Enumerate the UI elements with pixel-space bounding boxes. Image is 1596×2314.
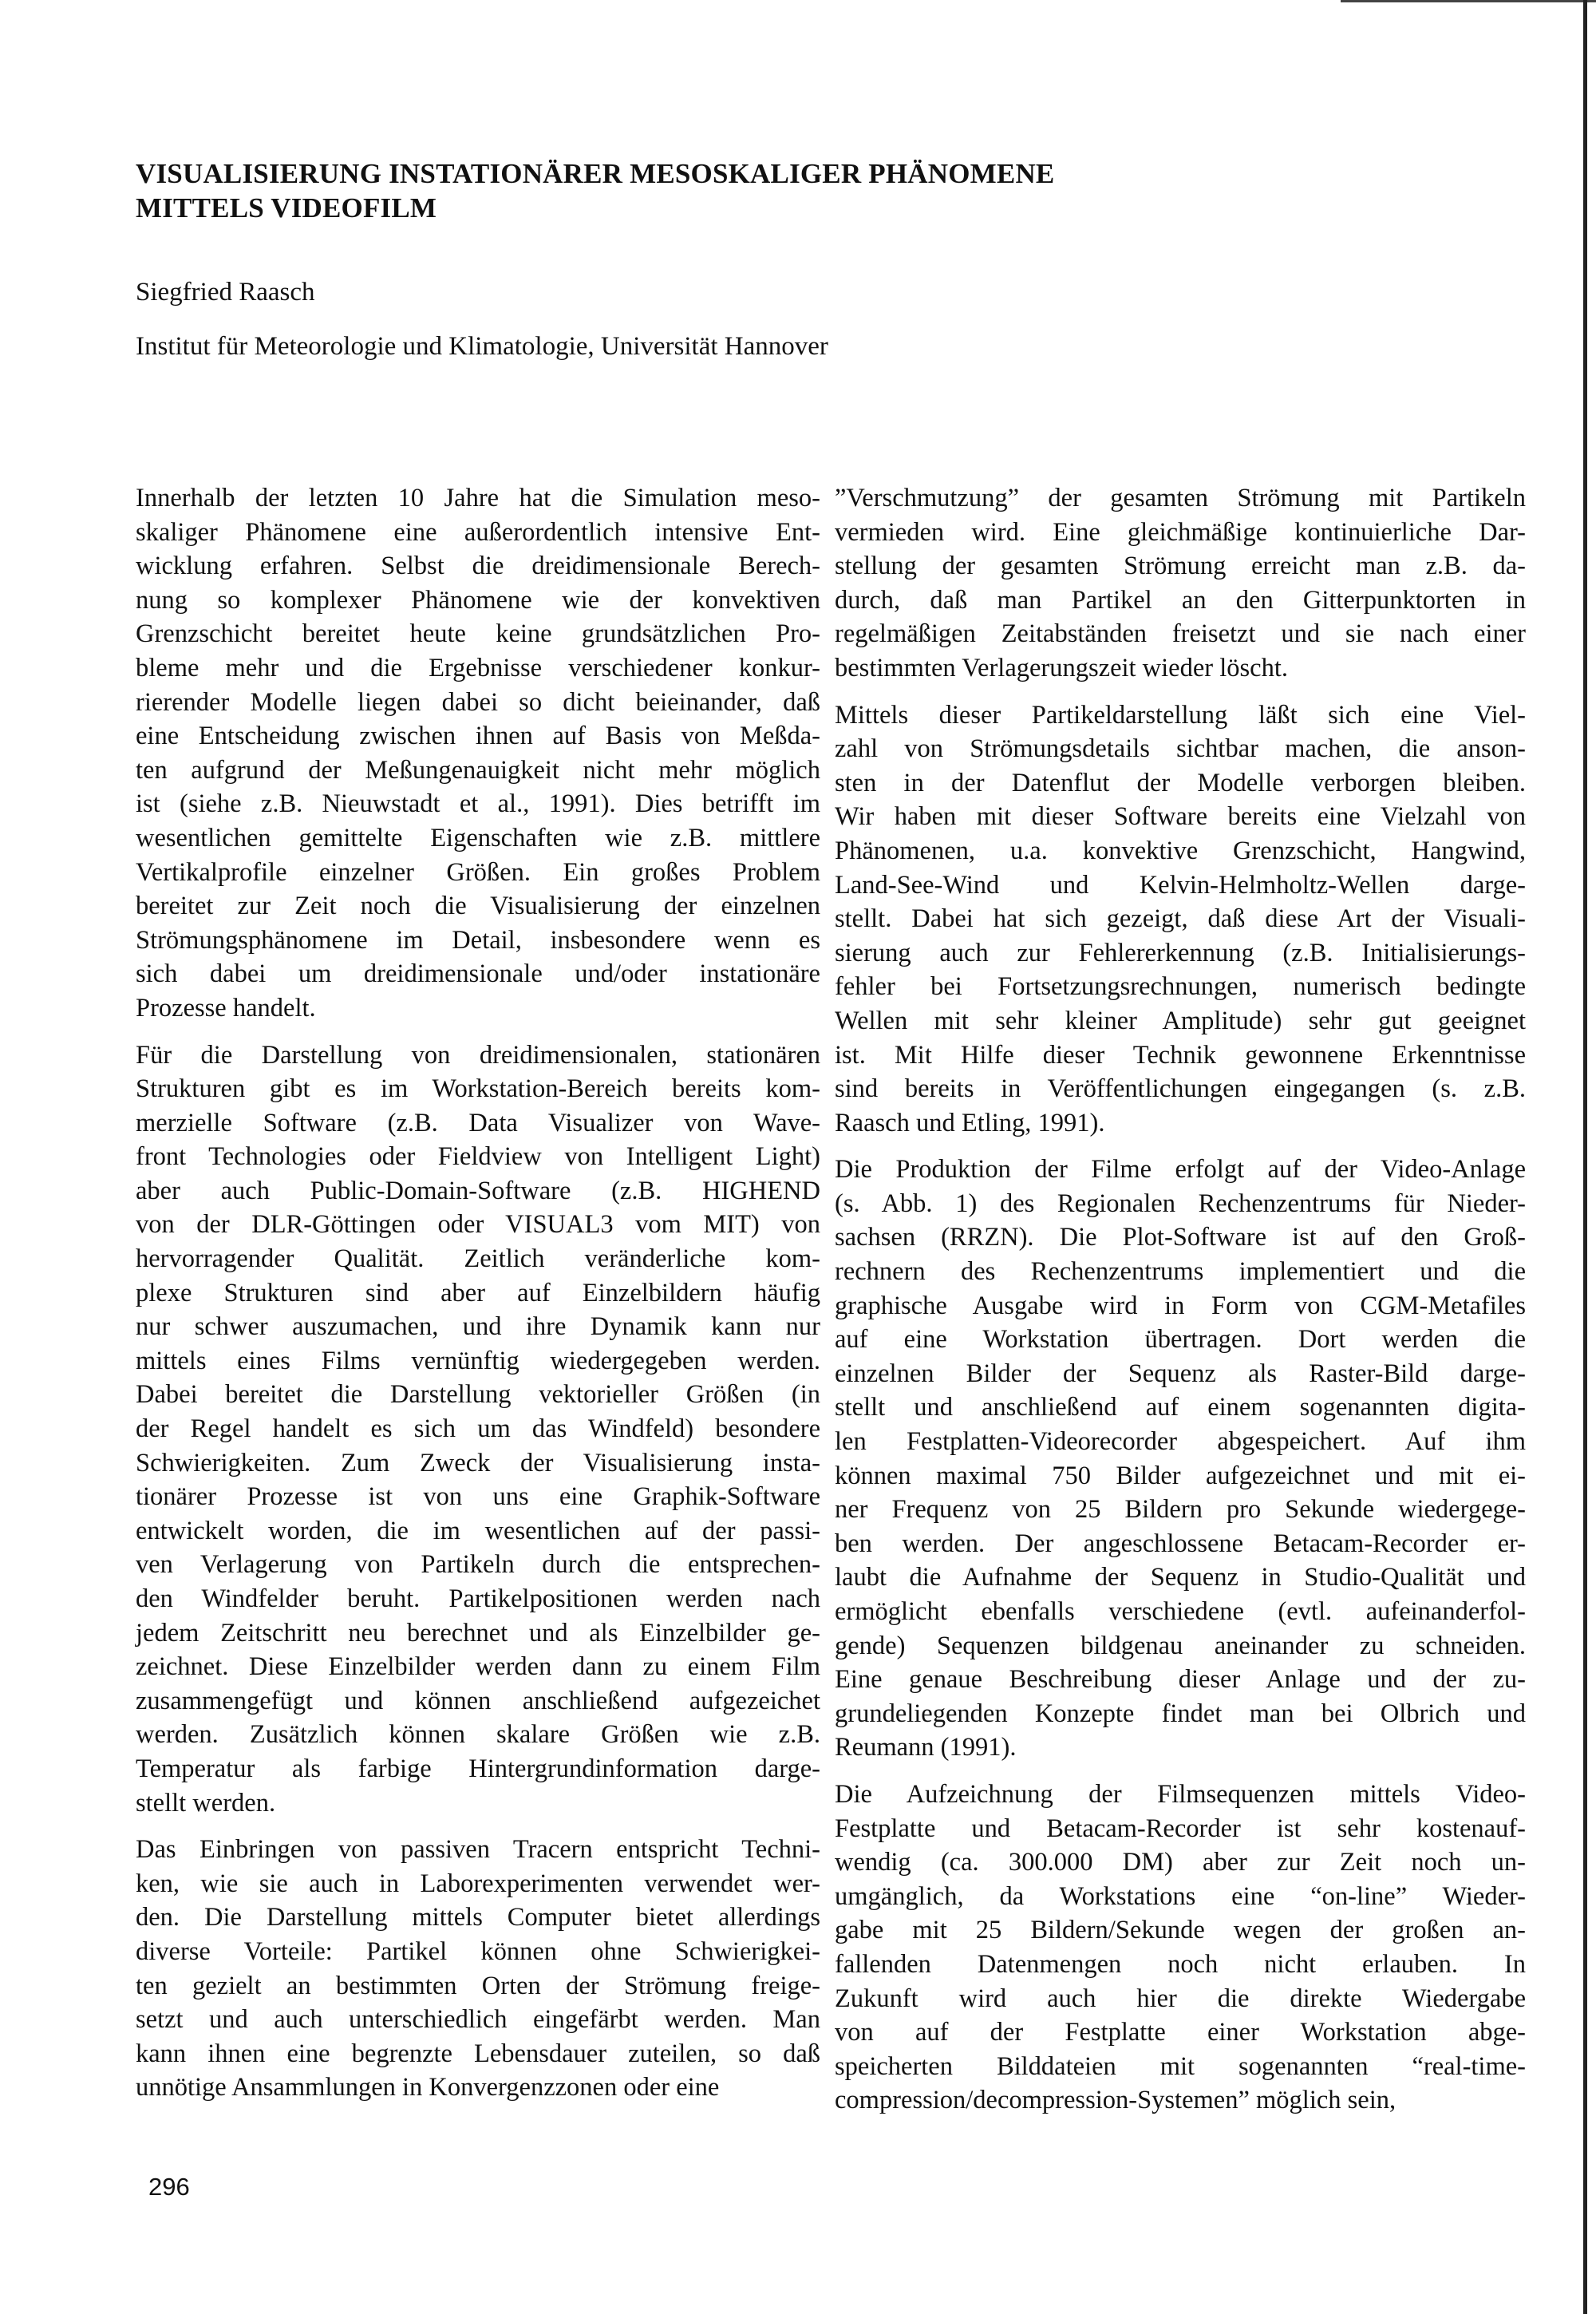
text-line: Prozesse handelt. bbox=[136, 993, 316, 1023]
text-line: ven Verlagerung von Partikeln durch die entsprechen- bbox=[136, 1550, 820, 1580]
text-line: wicklung erfahren. Selbst die dreidimensionale Berech- bbox=[136, 552, 820, 581]
text-line: nur schwer auszumachen, und ihre Dynamik kann nur bbox=[136, 1312, 820, 1342]
text-line: den Windfelder beruht. Partikelpositionen werden nach bbox=[136, 1584, 820, 1613]
paragraph bbox=[835, 698, 1526, 1141]
text-line: regelmäßigen Zeitabständen freisetzt und sie nach einer bbox=[835, 619, 1526, 649]
text-line: wesentlichen gemittelte Eigenschaften wie z.B. mittlere bbox=[136, 823, 820, 852]
text-line: ist (siehe z.B. Nieuwstadt et al., 1991). Dies betrifft im bbox=[136, 789, 820, 819]
paragraph bbox=[835, 1153, 1526, 1765]
text-line: der Regel handelt es sich um das Windfeld) besondere bbox=[136, 1414, 820, 1444]
text-line: Grenzschicht bereitet heute keine grundsätzlichen Pro- bbox=[136, 619, 820, 649]
text-line: bleme mehr und die Ergebnisse verschiedener konkur- bbox=[136, 653, 820, 682]
text-line: zusammengefügt und können anschließend aufgezeichet bbox=[136, 1686, 820, 1715]
text-line: stellt und anschließend auf einem sogenannten digita- bbox=[835, 1393, 1526, 1422]
text-line: aber auch Public-Domain-Software (z.B. HIGHEND bbox=[136, 1176, 820, 1205]
text-line: Das Einbringen von passiven Tracern entspricht Techni- bbox=[136, 1835, 820, 1865]
text-line: Zukunft wird auch hier die direkte Wiedergabe bbox=[835, 1984, 1526, 2013]
paragraph bbox=[835, 1778, 1526, 2118]
text-line: Die Produktion der Filme erfolgt auf der Video-Anlage bbox=[835, 1155, 1526, 1185]
text-line: entwickelt worden, die im wesentlichen auf der passi- bbox=[136, 1516, 820, 1545]
text-line: ten gezielt an bestimmten Orten der Strömung freige- bbox=[136, 1971, 820, 2000]
page-number: 296 bbox=[148, 2173, 190, 2201]
text-line: bestimmten Verlagerungszeit wieder löscht. bbox=[835, 653, 1288, 682]
paragraph bbox=[136, 1038, 820, 1821]
title-line: VISUALISIERUNG INSTATIONÄRER MESOSKALIGER PHÄNOMENE bbox=[136, 158, 1055, 189]
text-line: Raasch und Etling, 1991). bbox=[835, 1108, 1105, 1137]
text-line: compression/decompression-Systemen” möglich sein, bbox=[835, 2086, 1396, 2115]
text-line: Festplatte und Betacam-Recorder ist sehr kostenauf- bbox=[835, 1814, 1526, 1843]
text-line: (s. Abb. 1) des Regionalen Rechenzentrums für Nieder- bbox=[835, 1189, 1526, 1218]
text-line: Dabei bereitet die Darstellung vektorieller Größen (in bbox=[136, 1380, 820, 1410]
text-line: wendig (ca. 300.000 DM) aber zur Zeit noch un- bbox=[835, 1848, 1526, 1877]
text-line: bereitet zur Zeit noch die Visualisierung der einzelnen bbox=[136, 892, 820, 921]
text-line: Eine genaue Beschreibung dieser Anlage und der zu- bbox=[835, 1665, 1526, 1695]
text-line: Mittels dieser Partikeldarstellung läßt sich eine Viel- bbox=[835, 700, 1526, 730]
text-line: umgänglich, da Workstations eine “on-line” Wieder- bbox=[835, 1881, 1526, 1911]
left-column bbox=[136, 481, 820, 2118]
text-line: speicherten Bilddateien mit sogenannten “real-time- bbox=[835, 2051, 1526, 2081]
text-line: Für die Darstellung von dreidimensionalen, stationären bbox=[136, 1040, 820, 1070]
text-line: kann ihnen eine begrenzte Lebensdauer zuteilen, so daß bbox=[136, 2039, 820, 2068]
text-line: sind bereits in Veröffentlichungen eingegangen (s. z.B. bbox=[835, 1074, 1526, 1104]
text-line: tionärer Prozesse ist von uns eine Graphik-Software bbox=[136, 1482, 820, 1512]
text-line: Phänomenen, u.a. konvektive Grenzschicht, Hangwind, bbox=[835, 836, 1526, 865]
text-line: eine Entscheidung zwischen ihnen auf Basis von Meßda- bbox=[136, 722, 820, 751]
text-line: laubt die Aufnahme der Sequenz in Studio-Qualität und bbox=[835, 1563, 1526, 1592]
text-line: diverse Vorteile: Partikel können ohne Schwierigkei- bbox=[136, 1936, 820, 1966]
text-line: fallenden Datenmengen noch nicht erlauben. In bbox=[835, 1949, 1526, 1979]
right-column bbox=[835, 481, 1526, 2130]
text-line: können maximal 750 Bilder aufgezeichnet und mit ei- bbox=[835, 1461, 1526, 1490]
author-affiliation: Institut für Meteorologie und Klimatologie, Universität Hannover bbox=[136, 332, 828, 361]
text-line: werden. Zusätzlich können skalare Größen wie z.B. bbox=[136, 1720, 820, 1750]
text-line: sachsen (RRZN). Die Plot-Software ist auf den Groß- bbox=[835, 1223, 1526, 1252]
text-line: Reumann (1991). bbox=[835, 1733, 1017, 1762]
text-line: mittels eines Films vernünftig wiedergegeben werden. bbox=[136, 1346, 820, 1375]
text-line: rechnern des Rechenzentrums implementiert und die bbox=[835, 1257, 1526, 1287]
text-line: stellt. Dabei hat sich gezeigt, daß diese Art der Visuali- bbox=[835, 904, 1526, 934]
text-line: Innerhalb der letzten 10 Jahre hat die Simulation meso- bbox=[136, 484, 820, 512]
text-line: stellung der gesamten Strömung erreicht man z.B. da- bbox=[835, 552, 1526, 581]
text-line: einzelnen Bilder der Sequenz als Raster-Bild darge- bbox=[835, 1359, 1526, 1388]
paragraph bbox=[136, 1833, 820, 2105]
paper-title bbox=[136, 156, 1054, 225]
text-line: zahl von Strömungsdetails sichtbar machen, die anson- bbox=[835, 734, 1526, 764]
text-line: len Festplatten-Videorecorder abgespeichert. Auf ihm bbox=[835, 1427, 1526, 1457]
text-line: hervorragender Qualität. Zeitlich veränderliche kom- bbox=[136, 1244, 820, 1274]
text-line: gabe mit 25 Bildern/Sekunde wegen der großen an- bbox=[835, 1916, 1526, 1945]
text-line: ist. Mit Hilfe dieser Technik gewonnene Erkenntnisse bbox=[835, 1040, 1526, 1070]
text-line: von auf der Festplatte einer Workstation abge- bbox=[835, 2018, 1526, 2047]
text-line: ”Verschmutzung” der gesamten Strömung mit Partikeln bbox=[835, 484, 1526, 512]
text-line: skaliger Phänomene eine außerordentlich intensive Ent- bbox=[136, 517, 820, 547]
text-line: plexe Strukturen sind aber auf Einzelbildern häufig bbox=[136, 1278, 820, 1307]
text-line: sierung auch zur Fehlererkennung (z.B. Initialisierungs- bbox=[835, 938, 1526, 967]
text-line: Strukturen gibt es im Workstation-Bereich bereits kom- bbox=[136, 1074, 820, 1104]
text-line: von der DLR-Göttingen oder VISUAL3 vom MIT) von bbox=[136, 1210, 820, 1240]
text-line: ken, wie sie auch in Laborexperimenten verwendet wer- bbox=[136, 1869, 820, 1898]
text-line: stellt werden. bbox=[136, 1788, 276, 1818]
text-line: front Technologies oder Fieldview von Intelligent Light) bbox=[136, 1142, 820, 1172]
text-line: jedem Zeitschritt neu berechnet und als Einzelbilder ge- bbox=[136, 1618, 820, 1647]
text-line: ben werden. Der angeschlossene Betacam-Recorder er- bbox=[835, 1529, 1526, 1558]
text-line: fehler bei Fortsetzungsrechnungen, numerisch bedingte bbox=[835, 972, 1526, 1002]
text-line: durch, daß man Partikel an den Gitterpunktorten in bbox=[835, 585, 1526, 615]
text-line: vermieden wird. Eine gleichmäßige kontinuierliche Dar- bbox=[835, 517, 1526, 547]
text-line: Wellen mit sehr kleiner Amplitude) sehr gut geeignet bbox=[835, 1006, 1526, 1035]
text-line: rierender Modelle liegen dabei so dicht beieinander, daß bbox=[136, 687, 820, 717]
text-line: nung so komplexer Phänomene wie der konvektiven bbox=[136, 585, 820, 615]
scan-edge-top bbox=[1341, 0, 1596, 2]
text-line: Land-See-Wind und Kelvin-Helmholtz-Wellen darge- bbox=[835, 870, 1526, 900]
text-line: sich dabei um dreidimensionale und/oder instationäre bbox=[136, 959, 820, 989]
text-line: unnötige Ansammlungen in Konvergenzzonen oder eine bbox=[136, 2073, 720, 2102]
text-line: Strömungsphänomene im Detail, insbesondere wenn es bbox=[136, 925, 820, 955]
text-line: gende) Sequenzen bildgenau aneinander zu schneiden. bbox=[835, 1631, 1526, 1660]
text-line: den. Die Darstellung mittels Computer bietet allerdings bbox=[136, 1903, 820, 1932]
text-line: zeichnet. Diese Einzelbilder werden dann zu einem Film bbox=[136, 1652, 820, 1682]
text-line: ner Frequenz von 25 Bildern pro Sekunde wiedergege- bbox=[835, 1495, 1526, 1525]
text-line: Vertikalprofile einzelner Größen. Ein großes Problem bbox=[136, 857, 820, 887]
text-line: Temperatur als farbige Hintergrundinformation darge- bbox=[136, 1754, 820, 1783]
text-line: ermöglicht ebenfalls verschiedene (evtl. aufeinanderfol- bbox=[835, 1597, 1526, 1626]
paragraph bbox=[136, 481, 820, 1026]
scan-edge-right bbox=[1583, 0, 1587, 2314]
text-line: merzielle Software (z.B. Data Visualizer von Wave- bbox=[136, 1108, 820, 1137]
text-line: sten in der Datenflut der Modelle verborgen bleiben. bbox=[835, 768, 1526, 797]
text-line: setzt und auch unterschiedlich eingefärbt werden. Man bbox=[136, 2005, 820, 2035]
title-line: MITTELS VIDEOFILM bbox=[136, 192, 437, 223]
text-line: ten aufgrund der Meßungenauigkeit nicht mehr möglich bbox=[136, 755, 820, 785]
text-line: grundeliegenden Konzepte findet man bei Olbrich und bbox=[835, 1699, 1526, 1728]
paragraph bbox=[835, 481, 1526, 686]
text-line: graphische Ausgabe wird in Form von CGM-Metafiles bbox=[835, 1291, 1526, 1320]
text-line: Die Aufzeichnung der Filmsequenzen mittels Video- bbox=[835, 1779, 1526, 1809]
text-line: Wir haben mit dieser Software bereits eine Vielzahl von bbox=[835, 802, 1526, 832]
text-line: Schwierigkeiten. Zum Zweck der Visualisierung insta- bbox=[136, 1448, 820, 1477]
author-name: Siegfried Raasch bbox=[136, 278, 315, 307]
text-line: auf eine Workstation übertragen. Dort werden die bbox=[835, 1325, 1526, 1355]
